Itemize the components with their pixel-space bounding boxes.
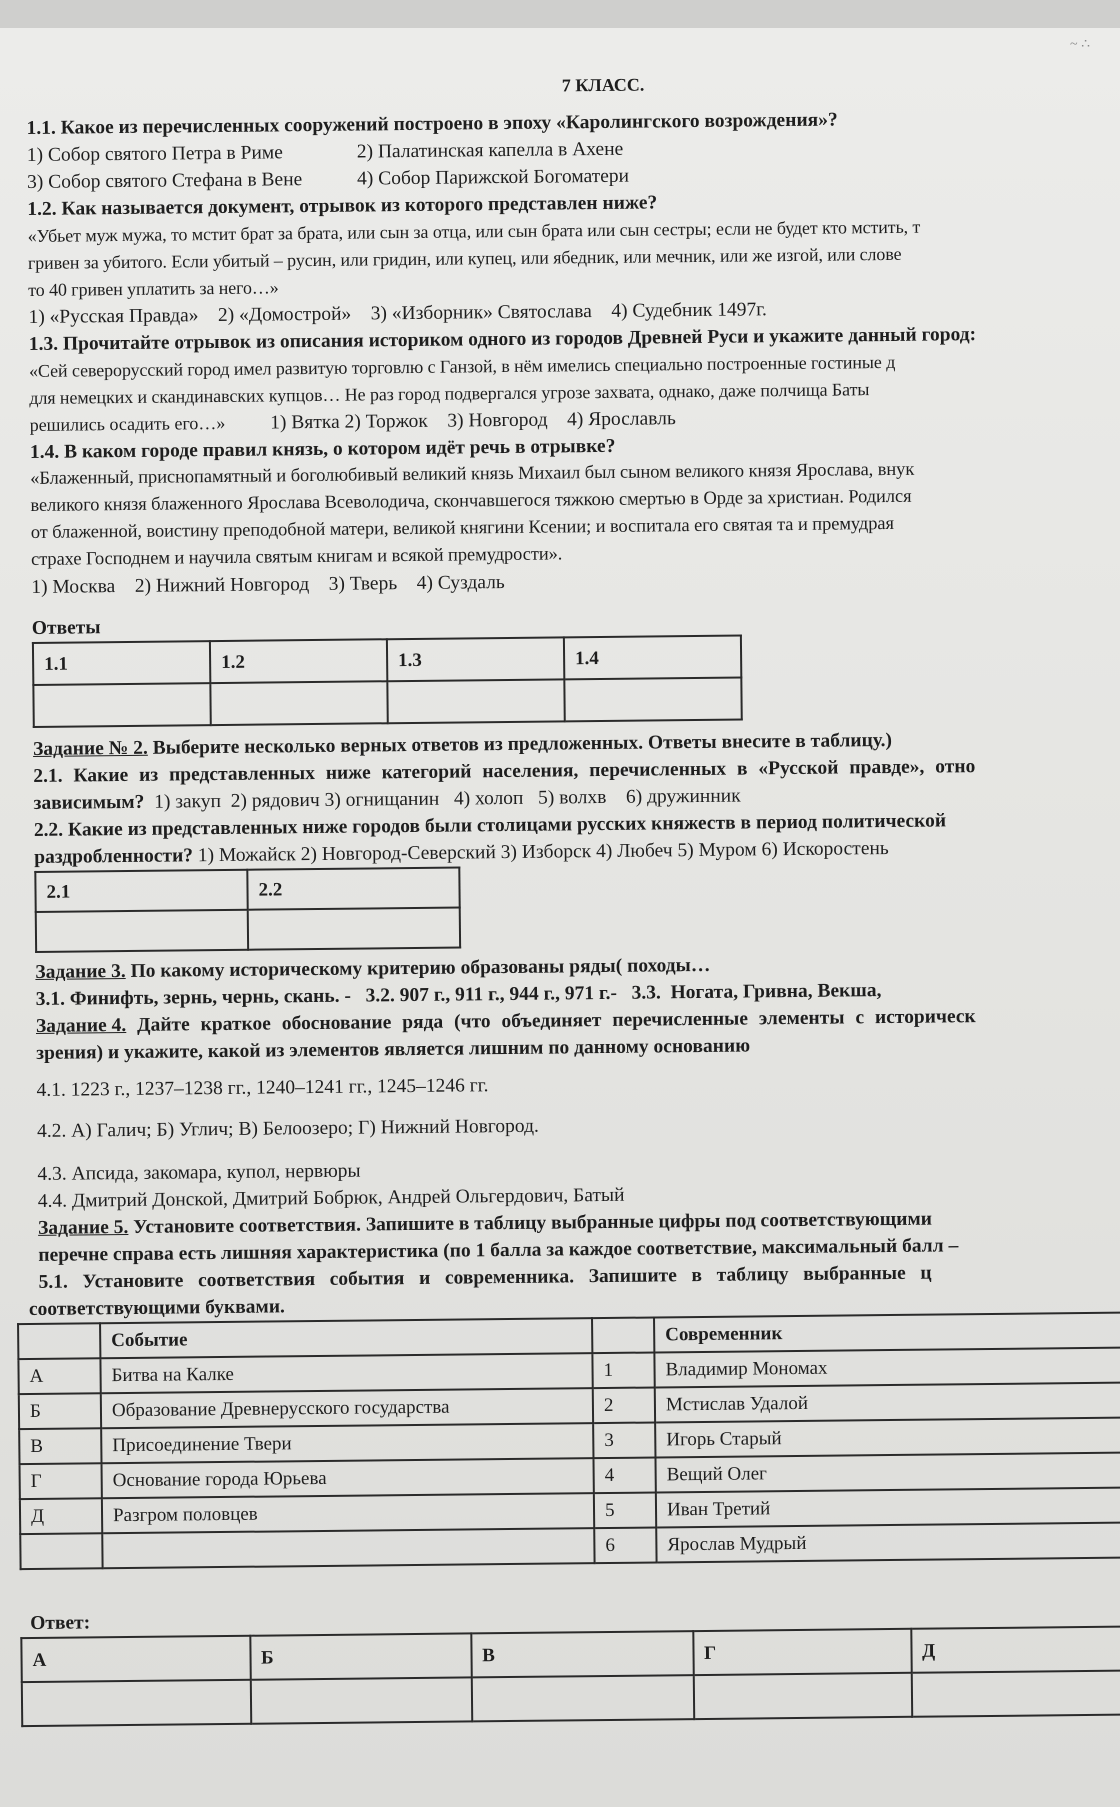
question-2-1-end: зависимым? [33, 791, 145, 814]
answer-header-1-4: 1.4 [564, 636, 741, 680]
quote-1-3-line1: «Сей северорусский город имел развитую торговлю с Ганзой, в нём имелись специально построенные гостиные д [28, 351, 896, 381]
event-text: Битва на Калке [100, 1353, 592, 1393]
final-header-d: Д [911, 1626, 1120, 1672]
final-answer-table [20, 1625, 1120, 1727]
event-letter: Д [20, 1498, 102, 1534]
answer-cell-2-2[interactable] [248, 908, 460, 950]
answer-header-2-1: 2.1 [35, 870, 247, 912]
person-number: 5 [594, 1492, 656, 1528]
question-1-1: 1.1. Какое из перечисленных сооружений построено в эпоху «Каролингского возрождения»? [26, 109, 838, 139]
quote-1-2-line1: «Убьет муж мужа, то мстит брат за брата, или сын за отца, или сын брата или сын сестры; если не будет кто мстить, т [27, 216, 921, 246]
option-1-1-2: 2) Палатинская капелла в Ахене [356, 138, 624, 163]
question-2-2-end: раздробленности? [34, 845, 194, 868]
event-letter: В [19, 1428, 101, 1464]
task-5-line3: 5.1. Установите соответствия события и современника. Запишите в таблицу выбранные ц [38, 1262, 932, 1293]
options-2-2: 1) Можайск 2) Новгород-Северский 3) Изборск 4) Любеч 5) Муром 6) Искоростень [192, 838, 889, 867]
event-text-empty [102, 1528, 594, 1568]
event-text: Основание города Юрьева [102, 1458, 594, 1498]
question-1-2: 1.2. Как называется документ, отрывок из которого представлен ниже? [27, 192, 658, 220]
final-header-g: Г [693, 1629, 912, 1675]
options-1-4: 1) Москва 2) Нижний Новгород 3) Тверь 4) Суздаль [31, 572, 505, 598]
header-num-empty [592, 1317, 654, 1353]
answers-table-2-header [35, 868, 459, 912]
answer-cell-2-1[interactable] [36, 910, 248, 952]
answers-label: Ответы [31, 617, 101, 639]
quote-1-3-line2: для немецких и скандинавских купцов… Не раз город подвергался угрозе захвата, однако, даже полчища Баты [29, 379, 870, 408]
event-text: Присоединение Твери [101, 1423, 593, 1463]
task-5-title: Задание 5. [37, 1216, 129, 1239]
answer-cell-1-2[interactable] [210, 681, 387, 725]
answer-header-1-1: 1.1 [33, 641, 210, 685]
task-5-line2: перечне справа есть лишняя характеристика (по 1 балла за каждое соответствие, максимальный балл – [38, 1235, 959, 1266]
quote-1-3-line3: решились осадить его…» [29, 412, 226, 435]
question-1-4: 1.4. В каком городе правил князь, о котором идёт речь в отрывке? [29, 435, 616, 463]
final-header-a: А [21, 1636, 250, 1682]
person-number: 4 [593, 1457, 655, 1493]
question-2-2-line1: 2.2. Какие из представленных ниже городов были столицами русских княжеств в период политической [33, 810, 947, 841]
person-name: Мстислав Удалой [655, 1382, 1120, 1422]
event-letter-empty [20, 1533, 102, 1569]
option-1-1-3: 3) Собор святого Стефана в Вене [26, 169, 303, 193]
option-1-1-1: 1) Собор святого Петра в Риме [26, 142, 283, 166]
task-3-items: 3.1. Финифть, зернь, чернь, скань. - 3.2. 907 г., 911 г., 944 г., 971 г.- 3.3. Ногата, Гривна, Векша, [35, 980, 882, 1010]
quote-1-2-line3: то 40 гривен уплатить за него…» [28, 277, 279, 300]
final-answer-label: Ответ: [30, 1612, 91, 1635]
person-number: 6 [594, 1527, 656, 1563]
final-cell-g[interactable] [693, 1673, 912, 1719]
quote-1-4-line4: страхе Господнем и научила святым книгам и всякой премудрости». [30, 544, 563, 570]
person-name: Иван Третий [656, 1487, 1120, 1527]
page-title: 7 КЛАСС. [561, 74, 645, 96]
final-header-v: В [471, 1631, 693, 1677]
task-4-item-2: 4.2. А) Галич; Б) Углич; В) Белоозеро; Г) Нижний Новгород. [36, 1115, 539, 1142]
final-header-b: Б [250, 1633, 472, 1679]
person-number: 3 [593, 1422, 655, 1458]
question-1-3: 1.3. Прочитайте отрывок из описания историком одного из городов Древней Руси и укажите данный город: [28, 324, 977, 355]
answers-table-2-input-row [36, 908, 460, 952]
final-cell-v[interactable] [471, 1675, 693, 1721]
header-contemporary: Современник [654, 1312, 1120, 1352]
event-letter: Б [19, 1393, 101, 1429]
person-name: Игорь Старый [655, 1417, 1120, 1457]
matching-table [17, 1311, 1120, 1570]
options-1-3: 1) Вятка 2) Торжок 3) Новгород 4) Ярославль [270, 408, 676, 434]
final-cell-b[interactable] [250, 1677, 472, 1723]
quote-1-4-line3: от блаженной, воистину преподобной матери, великой княгини Ксении; и воспитала его святая та и премудрая [30, 513, 894, 543]
options-1-2: 1) «Русская Правда» 2) «Домострой» 3) «Изборник» Святослава 4) Судебник 1497г. [28, 299, 767, 328]
event-letter: Г [20, 1463, 102, 1499]
quote-1-4-line2: великого князя блаженного Ярослава Всеволодича, скончавшегося тяжкою смертью в Орде за христиан. Родился [30, 486, 912, 516]
task-4-instructions-line2: зрения) и укажите, какой из элементов является лишним по данному основанию [36, 1035, 751, 1064]
answer-cell-1-4[interactable] [564, 678, 741, 722]
worksheet-page [0, 28, 1120, 1807]
task-2-title: Задание № 2. [32, 737, 148, 760]
task-4-instructions: Дайте краткое обоснование ряда (что объединяет перечисленные элементы с историческ [126, 1006, 976, 1037]
answers-table-1-header [33, 636, 741, 685]
options-2-1: 1) закуп 2) рядович 3) огнищанин 4) холоп 5) волхв 6) дружинник [144, 785, 741, 813]
answer-header-1-3: 1.3 [387, 637, 564, 681]
answer-cell-1-3[interactable] [387, 679, 564, 723]
answers-table-1 [32, 635, 743, 728]
person-name: Вещий Олег [655, 1452, 1120, 1492]
question-2-1-line1: 2.1. Какие из представленных ниже категорий населения, перечисленных в «Русской правде», отно [33, 756, 976, 787]
corner-scribble: ~ ∴ [1070, 37, 1090, 52]
person-name: Владимир Мономах [654, 1347, 1120, 1387]
person-number: 2 [593, 1387, 655, 1423]
answers-table-2 [34, 866, 461, 952]
person-number: 1 [592, 1352, 654, 1388]
task-4-item-3: 4.3. Апсида, закомара, купол, нервюры [37, 1160, 361, 1185]
answers-table-1-input-row [33, 678, 741, 727]
task-4-item-1: 4.1. 1223 г., 1237–1238 гг., 1240–1241 гг., 1245–1246 гг. [36, 1075, 489, 1101]
option-1-1-4: 4) Собор Парижской Богоматери [356, 165, 630, 190]
answer-cell-1-1[interactable] [33, 683, 210, 727]
header-event: Событие [100, 1318, 592, 1358]
worksheet-content [26, 67, 1120, 1727]
event-letter: А [18, 1358, 100, 1394]
task-3-title: Задание 3. [35, 961, 126, 983]
task-3-instructions: По какому историческому критерию образованы ряды( походы… [125, 954, 711, 983]
task-5-instructions: Установите соответствия. Запишите в таблицу выбранные цифры под соответствующими [128, 1208, 933, 1238]
task-4-item-4: 4.4. Дмитрий Донской, Дмитрий Бобрюк, Андрей Ольгердович, Батый [37, 1184, 625, 1212]
header-letter-empty [18, 1323, 100, 1359]
task-5-line4: соответствующими буквами. [28, 1296, 285, 1321]
event-text: Разгром половцев [102, 1493, 594, 1533]
event-text: Образование Древнерусского государства [101, 1388, 593, 1428]
final-cell-a[interactable] [22, 1680, 251, 1726]
answer-header-1-2: 1.2 [210, 639, 387, 683]
quote-1-2-line2: гривен за убитого. Если убитый – русин, или гридин, или купец, или ябедник, или мечник, или же изгой, или слове [27, 243, 902, 273]
final-cell-d[interactable] [911, 1670, 1120, 1716]
task-2-instructions: Выберите несколько верных ответов из предложенных. Ответы внесите в таблицу.) [147, 729, 893, 759]
quote-1-4-line1: «Блаженный, приснопамятный и боголюбивый великий князь Михаил был сыном великого князя Ярослава, внук [30, 459, 915, 489]
answer-header-2-2: 2.2 [247, 868, 459, 910]
person-name: Ярослав Мудрый [656, 1522, 1120, 1562]
task-4-title: Задание 4. [35, 1015, 127, 1037]
